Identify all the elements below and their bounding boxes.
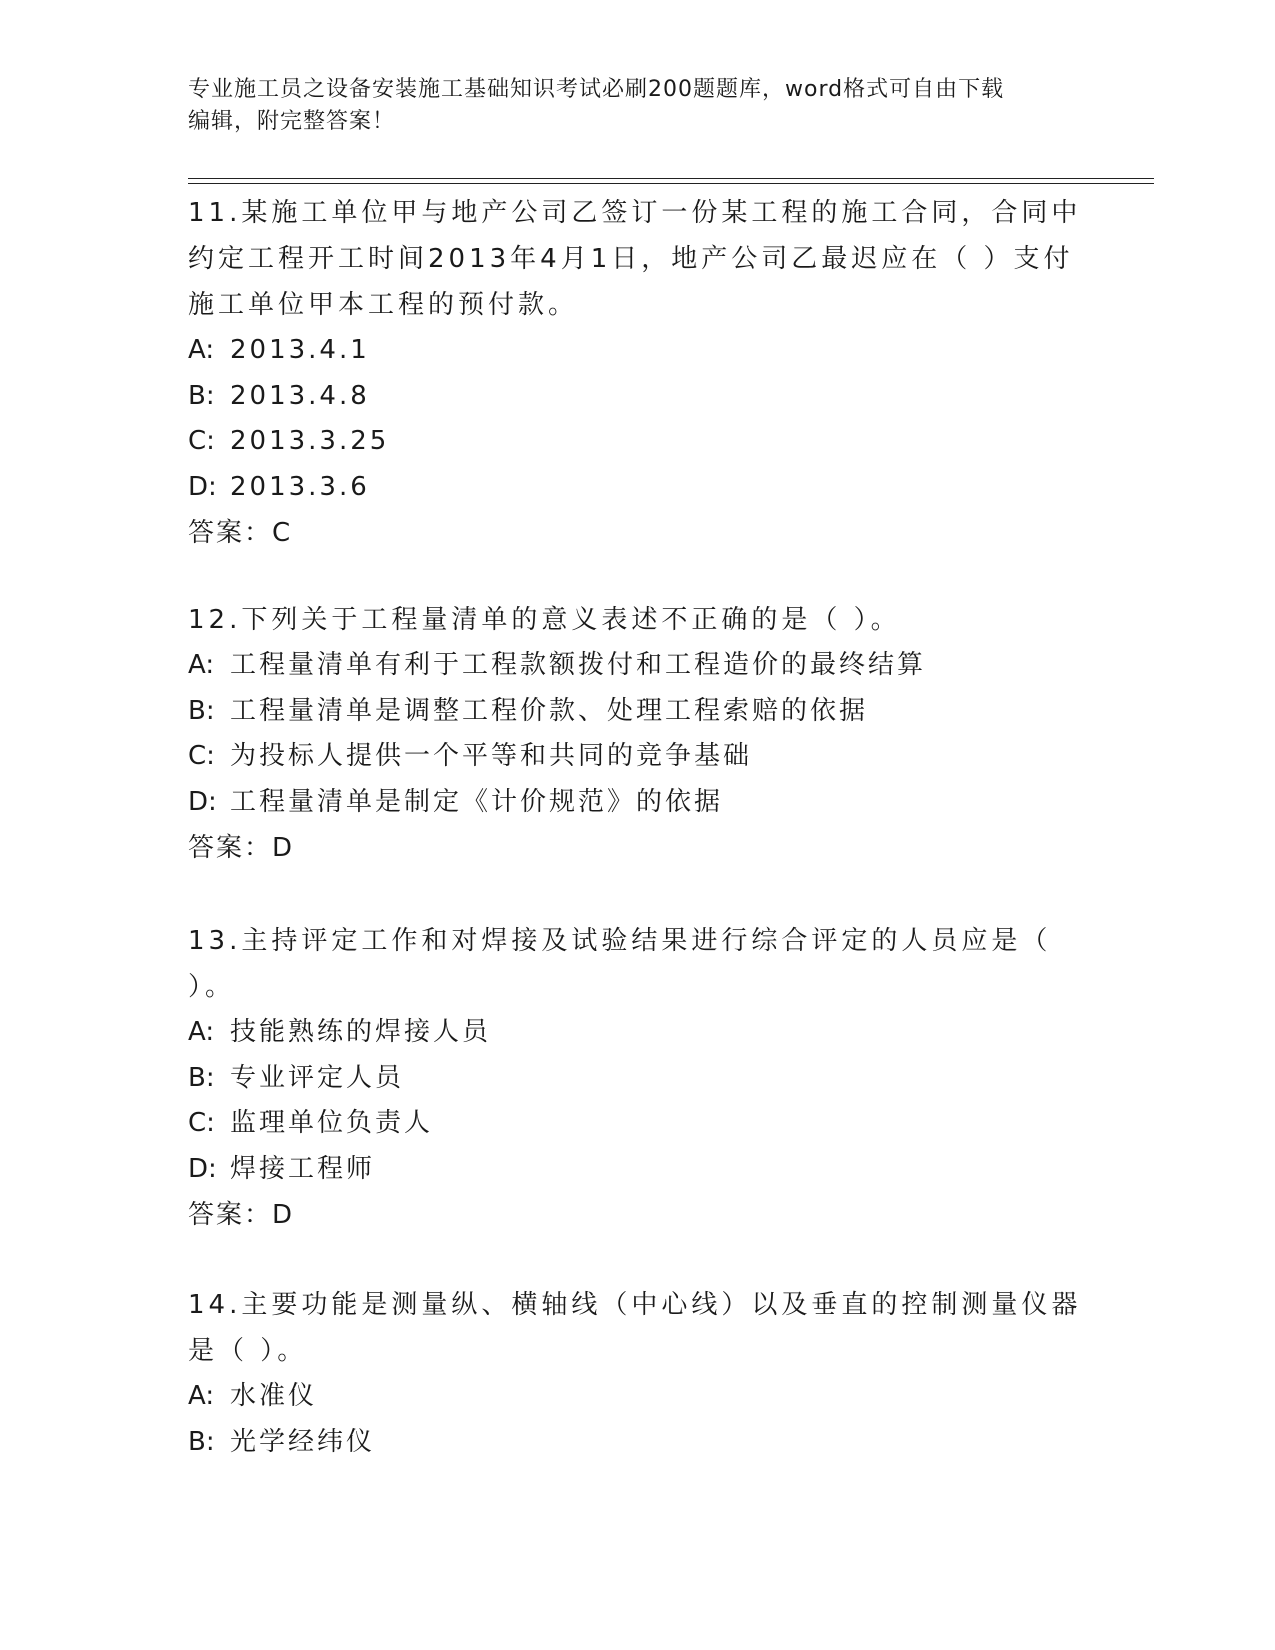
answer-label: 答案：C — [188, 518, 293, 548]
option-text: 工程量清单是制定《计价规范》的依据 — [230, 786, 724, 817]
option-text: 2013.3.25 — [230, 426, 390, 456]
option-b: B: 工程量清单是调整工程价款、处理工程索赔的依据 — [188, 695, 869, 726]
option-text: 水准仪 — [230, 1381, 318, 1411]
question-12 — [188, 597, 1088, 871]
option-text: 2013.4.1 — [230, 335, 370, 365]
option-c: C: 2013.3.25 — [188, 426, 390, 456]
option-text: 焊接工程师 — [230, 1153, 376, 1184]
option-b: B: 2013.4.8 — [188, 380, 370, 411]
option-text: 为投标人提供一个平等和共同的竞争基础 — [230, 741, 753, 771]
option-text: 2013.4.8 — [230, 380, 370, 411]
option-text: 2013.3.6 — [230, 471, 370, 502]
option-a: A: 技能熟练的焊接人员 — [188, 1017, 492, 1047]
question-text: 14.主要功能是测量纵、横轴线（中心线）以及垂直的控制测量仪器是（ ）。 — [188, 1290, 1082, 1366]
question-14 — [188, 1282, 1088, 1465]
option-d: D: 焊接工程师 — [188, 1153, 376, 1184]
option-text: 技能熟练的焊接人员 — [230, 1017, 492, 1047]
option-d: D: 工程量清单是制定《计价规范》的依据 — [188, 786, 724, 817]
option-text: 专业评定人员 — [230, 1062, 405, 1093]
option-text: 光学经纬仪 — [230, 1426, 376, 1457]
option-c: C: 为投标人提供一个平等和共同的竞争基础 — [188, 741, 753, 771]
option-a: A: 工程量清单有利于工程款额拨付和工程造价的最终结算 — [188, 650, 927, 680]
question-text: 12.下列关于工程量清单的意义表述不正确的是（ ）。 — [188, 605, 901, 635]
question-text: 11.某施工单位甲与地产公司乙签订一份某工程的施工合同，合同中约定工程开工时间2013年4月1日，地产公司乙最迟应在（ ）支付施工单位甲本工程的预付款。 — [188, 198, 1082, 320]
option-text: 工程量清单有利于工程款额拨付和工程造价的最终结算 — [230, 650, 927, 680]
option-b: B: 光学经纬仪 — [188, 1426, 376, 1457]
document-header — [188, 74, 1068, 138]
question-text: 13.主持评定工作和对焊接及试验结果进行综合评定的人员应是（ ）。 — [188, 926, 1052, 1002]
option-c: C: 监理单位负责人 — [188, 1108, 434, 1138]
header-divider-bottom — [188, 183, 1154, 184]
answer-label: 答案：D — [188, 1200, 295, 1230]
option-a: A: 水准仪 — [188, 1381, 318, 1411]
header-divider-top — [188, 178, 1154, 179]
header-title-line-1: 专业施工员之设备安装施工基础知识考试必刷200题题库，word格式可自由下载 — [188, 77, 1005, 102]
option-b: B: 专业评定人员 — [188, 1062, 405, 1093]
option-text: 监理单位负责人 — [230, 1108, 434, 1138]
question-11 — [188, 190, 1088, 556]
option-text: 工程量清单是调整工程价款、处理工程索赔的依据 — [230, 695, 869, 726]
answer-label: 答案：D — [188, 833, 295, 863]
option-d: D: 2013.3.6 — [188, 471, 370, 502]
question-13 — [188, 918, 1088, 1238]
option-a: A: 2013.4.1 — [188, 335, 370, 365]
header-title-line-2: 编辑，附完整答案！ — [188, 109, 396, 134]
